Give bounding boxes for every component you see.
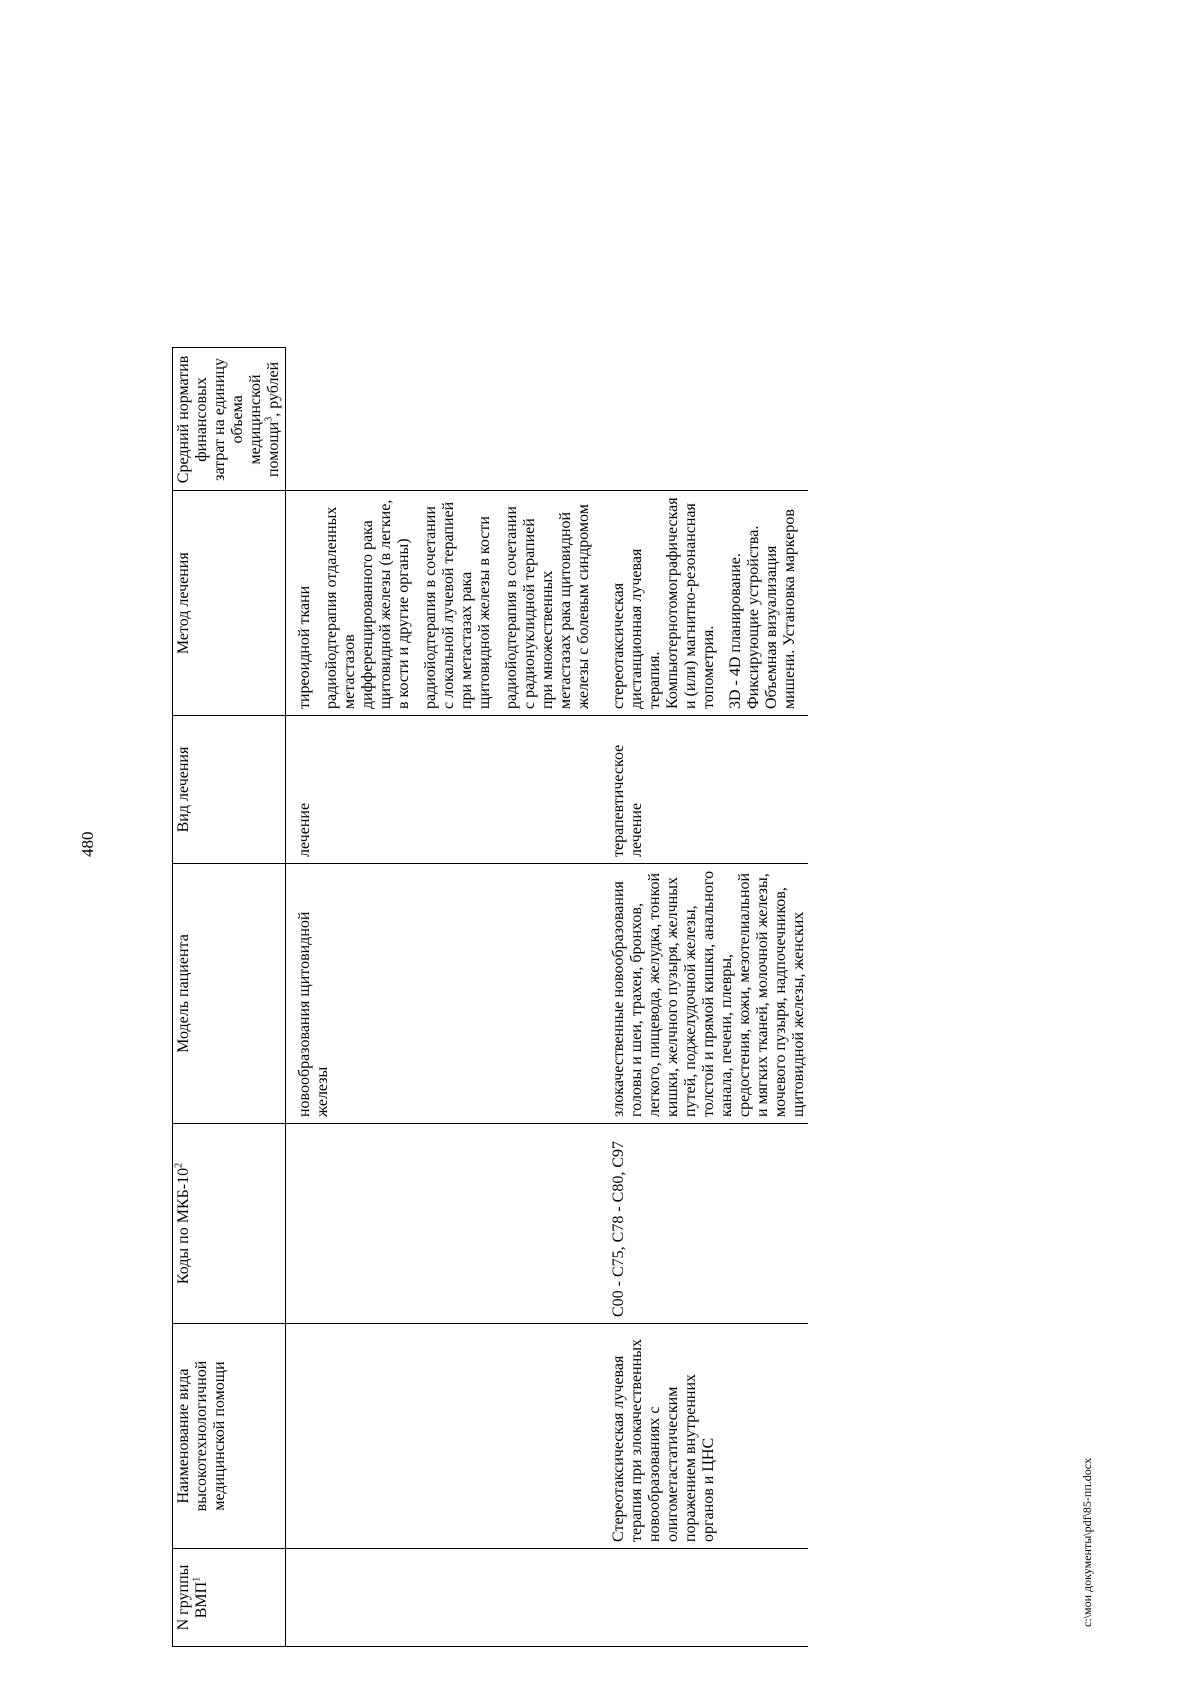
vmp-table	[172, 347, 808, 1647]
cell-model: злокачественные новообразования головы и шеи, трахеи, бронхов, легкого, пищевода, желудка, тонкой кишки, желчного пузыря, желчных путей, поджелудочной железы, толстой и прямой кишки, анального канала, печени, плевры, средостения, кожи, мезотелиальной и мягких тканей, молочной железы, мочевого пузыря, надпочечников, щитовидной железы, женских	[602, 864, 808, 1124]
header-codes: Коды по МКБ-$10^2$	[173, 1124, 286, 1324]
method-item: тиреоидной ткани	[296, 585, 313, 709]
cell-type: терапевтическое лечение	[602, 716, 808, 864]
cell-name	[286, 1324, 603, 1549]
header-method: Метод лечения	[173, 491, 286, 716]
table-row	[286, 348, 603, 1647]
header-n-group: N группы ВМП$^1$	[173, 1549, 286, 1647]
cell-model: новообразования щитовидной железы	[286, 864, 603, 1124]
footer-file-path: c:\мои документы\pdf\85-пп.docx	[1080, 1457, 1094, 1627]
cell-method	[286, 491, 603, 716]
header-name: Наименование вида высокотехнологичной медицинской помощи	[173, 1324, 286, 1549]
cell-n-group	[602, 1549, 808, 1647]
method-item: радиойодтерапия в сочетании с локальной лучевой терапией при метастазах рака щитовидной железы в кости	[422, 501, 493, 709]
method-item: 3D - 4D планирование. Фиксирующие устройства. Объемная визуализация мишени. Установка маркеров	[727, 509, 798, 709]
cell-codes	[286, 1124, 603, 1324]
table-row	[602, 348, 808, 1647]
cell-cost	[602, 348, 808, 491]
cell-name: Стереотаксическая лучевая терапия при злокачественных новообразованиях с олигометастатическим поражением внутренних органов и ЦНС	[602, 1324, 808, 1549]
cell-type: лечение	[286, 716, 603, 864]
cell-cost	[286, 348, 603, 491]
header-type: Вид лечения	[173, 716, 286, 864]
method-item: радиойодтерапия отдаленных метастазов дифференцированного рака щитовидной железы (в легкие, в кости и другие органы)	[323, 499, 412, 709]
method-item: стереотаксическая дистанционная лучевая терапия. Компьютернотомографическая и (или) магнитно-резонансная топометрия.	[610, 497, 717, 709]
cell-n-group	[286, 1549, 603, 1647]
method-item: радиойодтерапия в сочетании с радионуклидной терапией при множественных метастазах рака щитовидной железы с болевым синдромом	[503, 504, 592, 709]
table-header-row	[173, 348, 286, 1647]
header-model: Модель пациента	[173, 864, 286, 1124]
header-cost: Средний норматив финансовых затрат на единицу объема медицинской помощи$^3$, рублей	[173, 348, 286, 491]
page-number: 480	[78, 831, 97, 857]
cell-method	[602, 491, 808, 716]
cell-codes: C00 - C75, C78 - C80, C97	[602, 1124, 808, 1324]
